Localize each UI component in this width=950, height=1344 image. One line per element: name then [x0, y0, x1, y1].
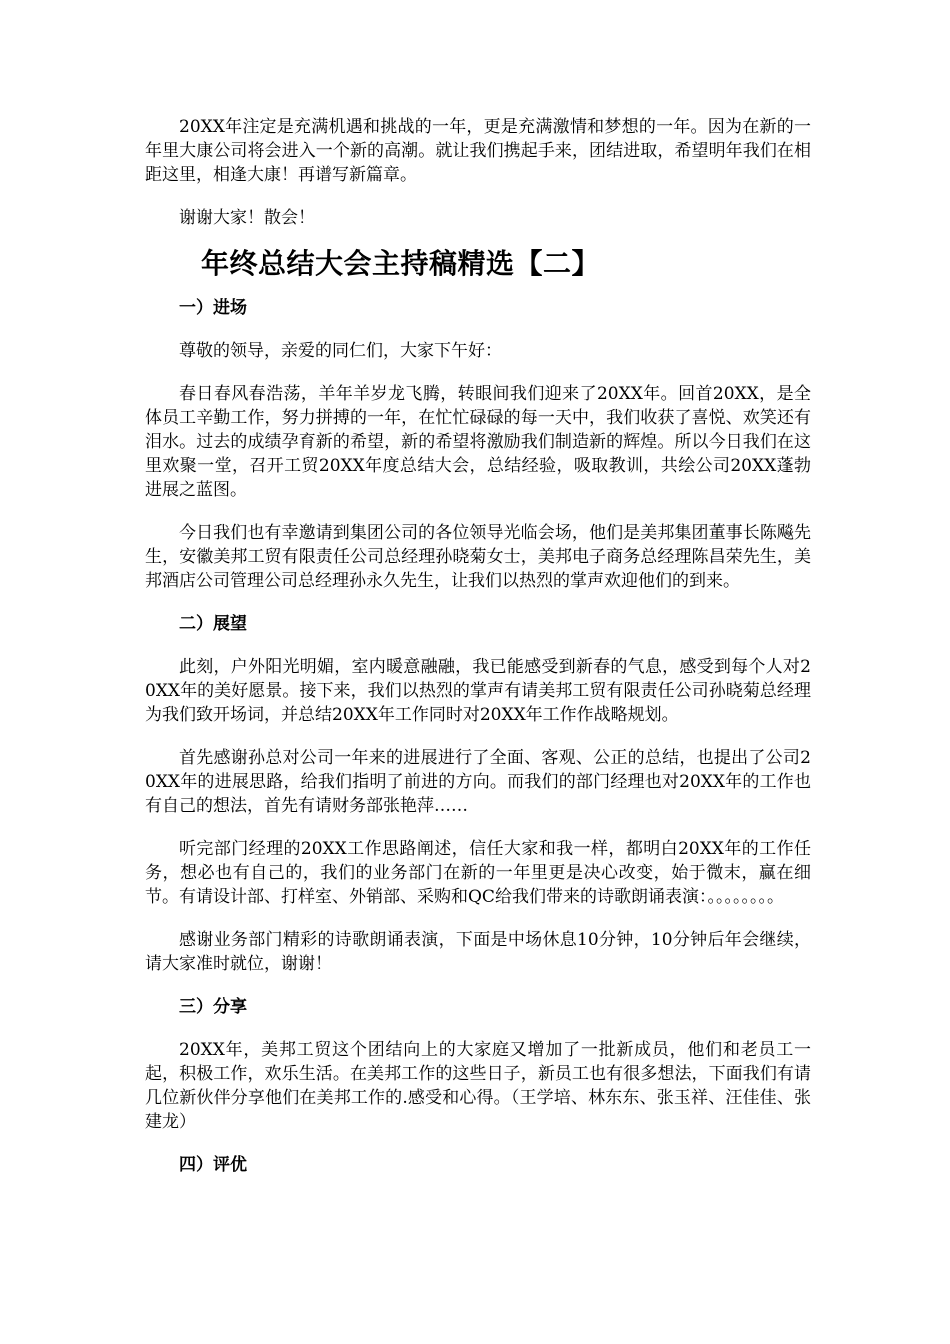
- closing-line: 谢谢大家！散会！: [179, 208, 315, 228]
- section-heading: 四）评优: [179, 1155, 247, 1175]
- document-title: 年终总结大会主持稿精选【二】: [201, 247, 601, 280]
- paragraph: 此刻，户外阳光明媚，室内暖意融融，我已能感受到新春的气息，感受到每个人对20XX年的美好愿景。接下来，我们以热烈的掌声有请美邦工贸有限责任公司孙晓菊总经理为我们致开场词，并总结20XX年工作同时对20XX年工作作战略规划。: [145, 657, 811, 725]
- section-heading: 一）进场: [179, 298, 247, 318]
- section-sharing: [145, 995, 811, 1134]
- paragraph: 首先感谢孙总对公司一年来的进展进行了全面、客观、公正的总结，也提出了公司20XX年的进展思路，给我们指明了前进的方向。而我们的部门经理也对20XX年的工作也有自己的想法，首先有请财务部张艳萍……: [145, 748, 811, 816]
- paragraph: 听完部门经理的20XX工作思路阐述，信任大家和我一样，都明白20XX年的工作任务，想必也有自己的，我们的业务部门在新的一年里更是决心改变，始于微末，赢在细节。有请设计部、打样室、外销部、采购和QC给我们带来的诗歌朗诵表演：。。。。。。。。: [145, 839, 811, 907]
- intro-paragraph: 20XX年注定是充满机遇和挑战的一年，更是充满激情和梦想的一年。因为在新的一年里大康公司将会进入一个新的高潮。就让我们携起手来，团结进取，希望明年我们在相距这里，相逢大康！再谱写新篇章。: [145, 117, 811, 185]
- section-outlook: [145, 612, 811, 976]
- paragraph: 今日我们也有幸邀请到集团公司的各位领导光临会场，他们是美邦集团董事长陈飚先生，安徽美邦工贸有限责任公司总经理孙晓菊女士，美邦电子商务总经理陈昌荣先生，美邦酒店公司管理公司总经理孙永久先生，让我们以热烈的掌声欢迎他们的到来。: [145, 523, 811, 591]
- section-entrance: [145, 296, 811, 593]
- paragraph: 尊敬的领导，亲爱的同仁们，大家下午好：: [179, 341, 502, 361]
- section-awards: [145, 1153, 811, 1177]
- section-heading: 二）展望: [179, 614, 247, 634]
- paragraph: 春日春风春浩荡，羊年羊岁龙飞腾，转眼间我们迎来了20XX年。回首20XX，是全体员工辛勤工作，努力拼搏的一年，在忙忙碌碌的每一天中，我们收获了喜悦、欢笑还有泪水。过去的成绩孕育新的希望，新的希望将激励我们制造新的辉煌。所以今日我们在这里欢聚一堂，召开工贸20XX年度总结大会，总结经验，吸取教训，共绘公司20XX蓬勃进展之蓝图。: [145, 384, 811, 500]
- paragraph: 感谢业务部门精彩的诗歌朗诵表演，下面是中场休息10分钟，10分钟后年会继续，请大家准时就位，谢谢！: [145, 930, 811, 974]
- document-body: [145, 115, 811, 1196]
- paragraph: 20XX年，美邦工贸这个团结向上的大家庭又增加了一批新成员，他们和老员工一起，积极工作，欢乐生活。在美邦工作的这些日子，新员工也有很多想法，下面我们有请几位新伙伴分享他们在美邦工作的.感受和心得。（王学培、林东东、张玉祥、汪佳佳、张建龙）: [145, 1040, 811, 1132]
- section-heading: 三）分享: [179, 997, 247, 1017]
